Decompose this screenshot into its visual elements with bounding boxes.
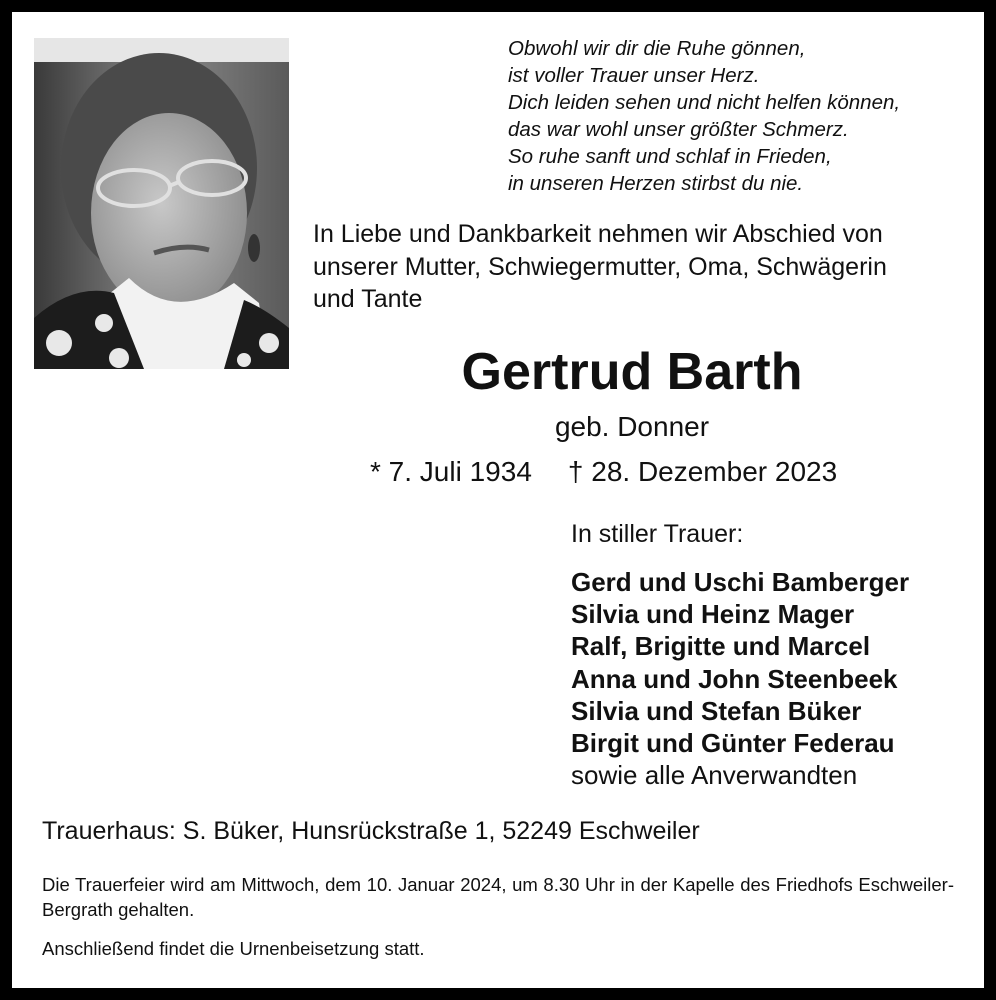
mourning-label: In stiller Trauer: (571, 520, 744, 548)
death-date: † 28. Dezember 2023 (567, 456, 838, 487)
farewell-line: unserer Mutter, Schwiegermutter, Oma, Schwägerin (313, 252, 887, 281)
mourning-house: Trauerhaus: S. Büker, Hunsrückstraße 1, 52249 Eschweiler (42, 817, 700, 845)
deceased-name: Gertrud Barth (461, 343, 803, 401)
mourner: Silvia und Stefan Büker (571, 695, 862, 726)
birth-date: * 7. Juli 1934 (370, 456, 532, 487)
poem-line: in unseren Herzen stirbst du nie. (508, 172, 804, 195)
farewell-line: In Liebe und Dankbarkeit nehmen wir Abschied von (313, 220, 883, 248)
farewell-line: und Tante (313, 285, 423, 313)
poem (508, 35, 900, 197)
mourners-list (571, 566, 909, 791)
poem-line: So ruhe sanft und schlaf in Frieden, (508, 145, 832, 168)
ceremony-info: Die Trauerfeier wird am Mittwoch, dem 10. Januar 2024, um 8.30 Uhr in der Kapelle des Friedhofs Eschweiler-Bergrath gehalten. (42, 874, 954, 920)
urn-burial-info: Anschließend findet die Urnenbeisetzung statt. (42, 938, 425, 959)
life-dates (370, 454, 837, 490)
poem-line: Obwohl wir dir die Ruhe gönnen, (508, 37, 806, 60)
maiden-name: geb. Donner (554, 411, 710, 442)
mourner: Birgit und Günter Federau (571, 728, 895, 759)
portrait-photo (34, 38, 289, 369)
poem-line: ist voller Trauer unser Herz. (508, 64, 760, 87)
obituary-card (12, 12, 984, 988)
mourner: Silvia und Heinz Mager (571, 599, 855, 630)
relatives-line: sowie alle Anverwandten (571, 760, 858, 791)
mourner: Ralf, Brigitte und Marcel (571, 631, 871, 662)
mourner: Gerd und Uschi Bamberger (571, 567, 910, 597)
mourner: Anna und John Steenbeek (571, 663, 898, 694)
poem-line: das war wohl unser größter Schmerz. (508, 118, 849, 141)
farewell-text (313, 218, 963, 316)
poem-line: Dich leiden sehen und nicht helfen können, (508, 91, 901, 114)
